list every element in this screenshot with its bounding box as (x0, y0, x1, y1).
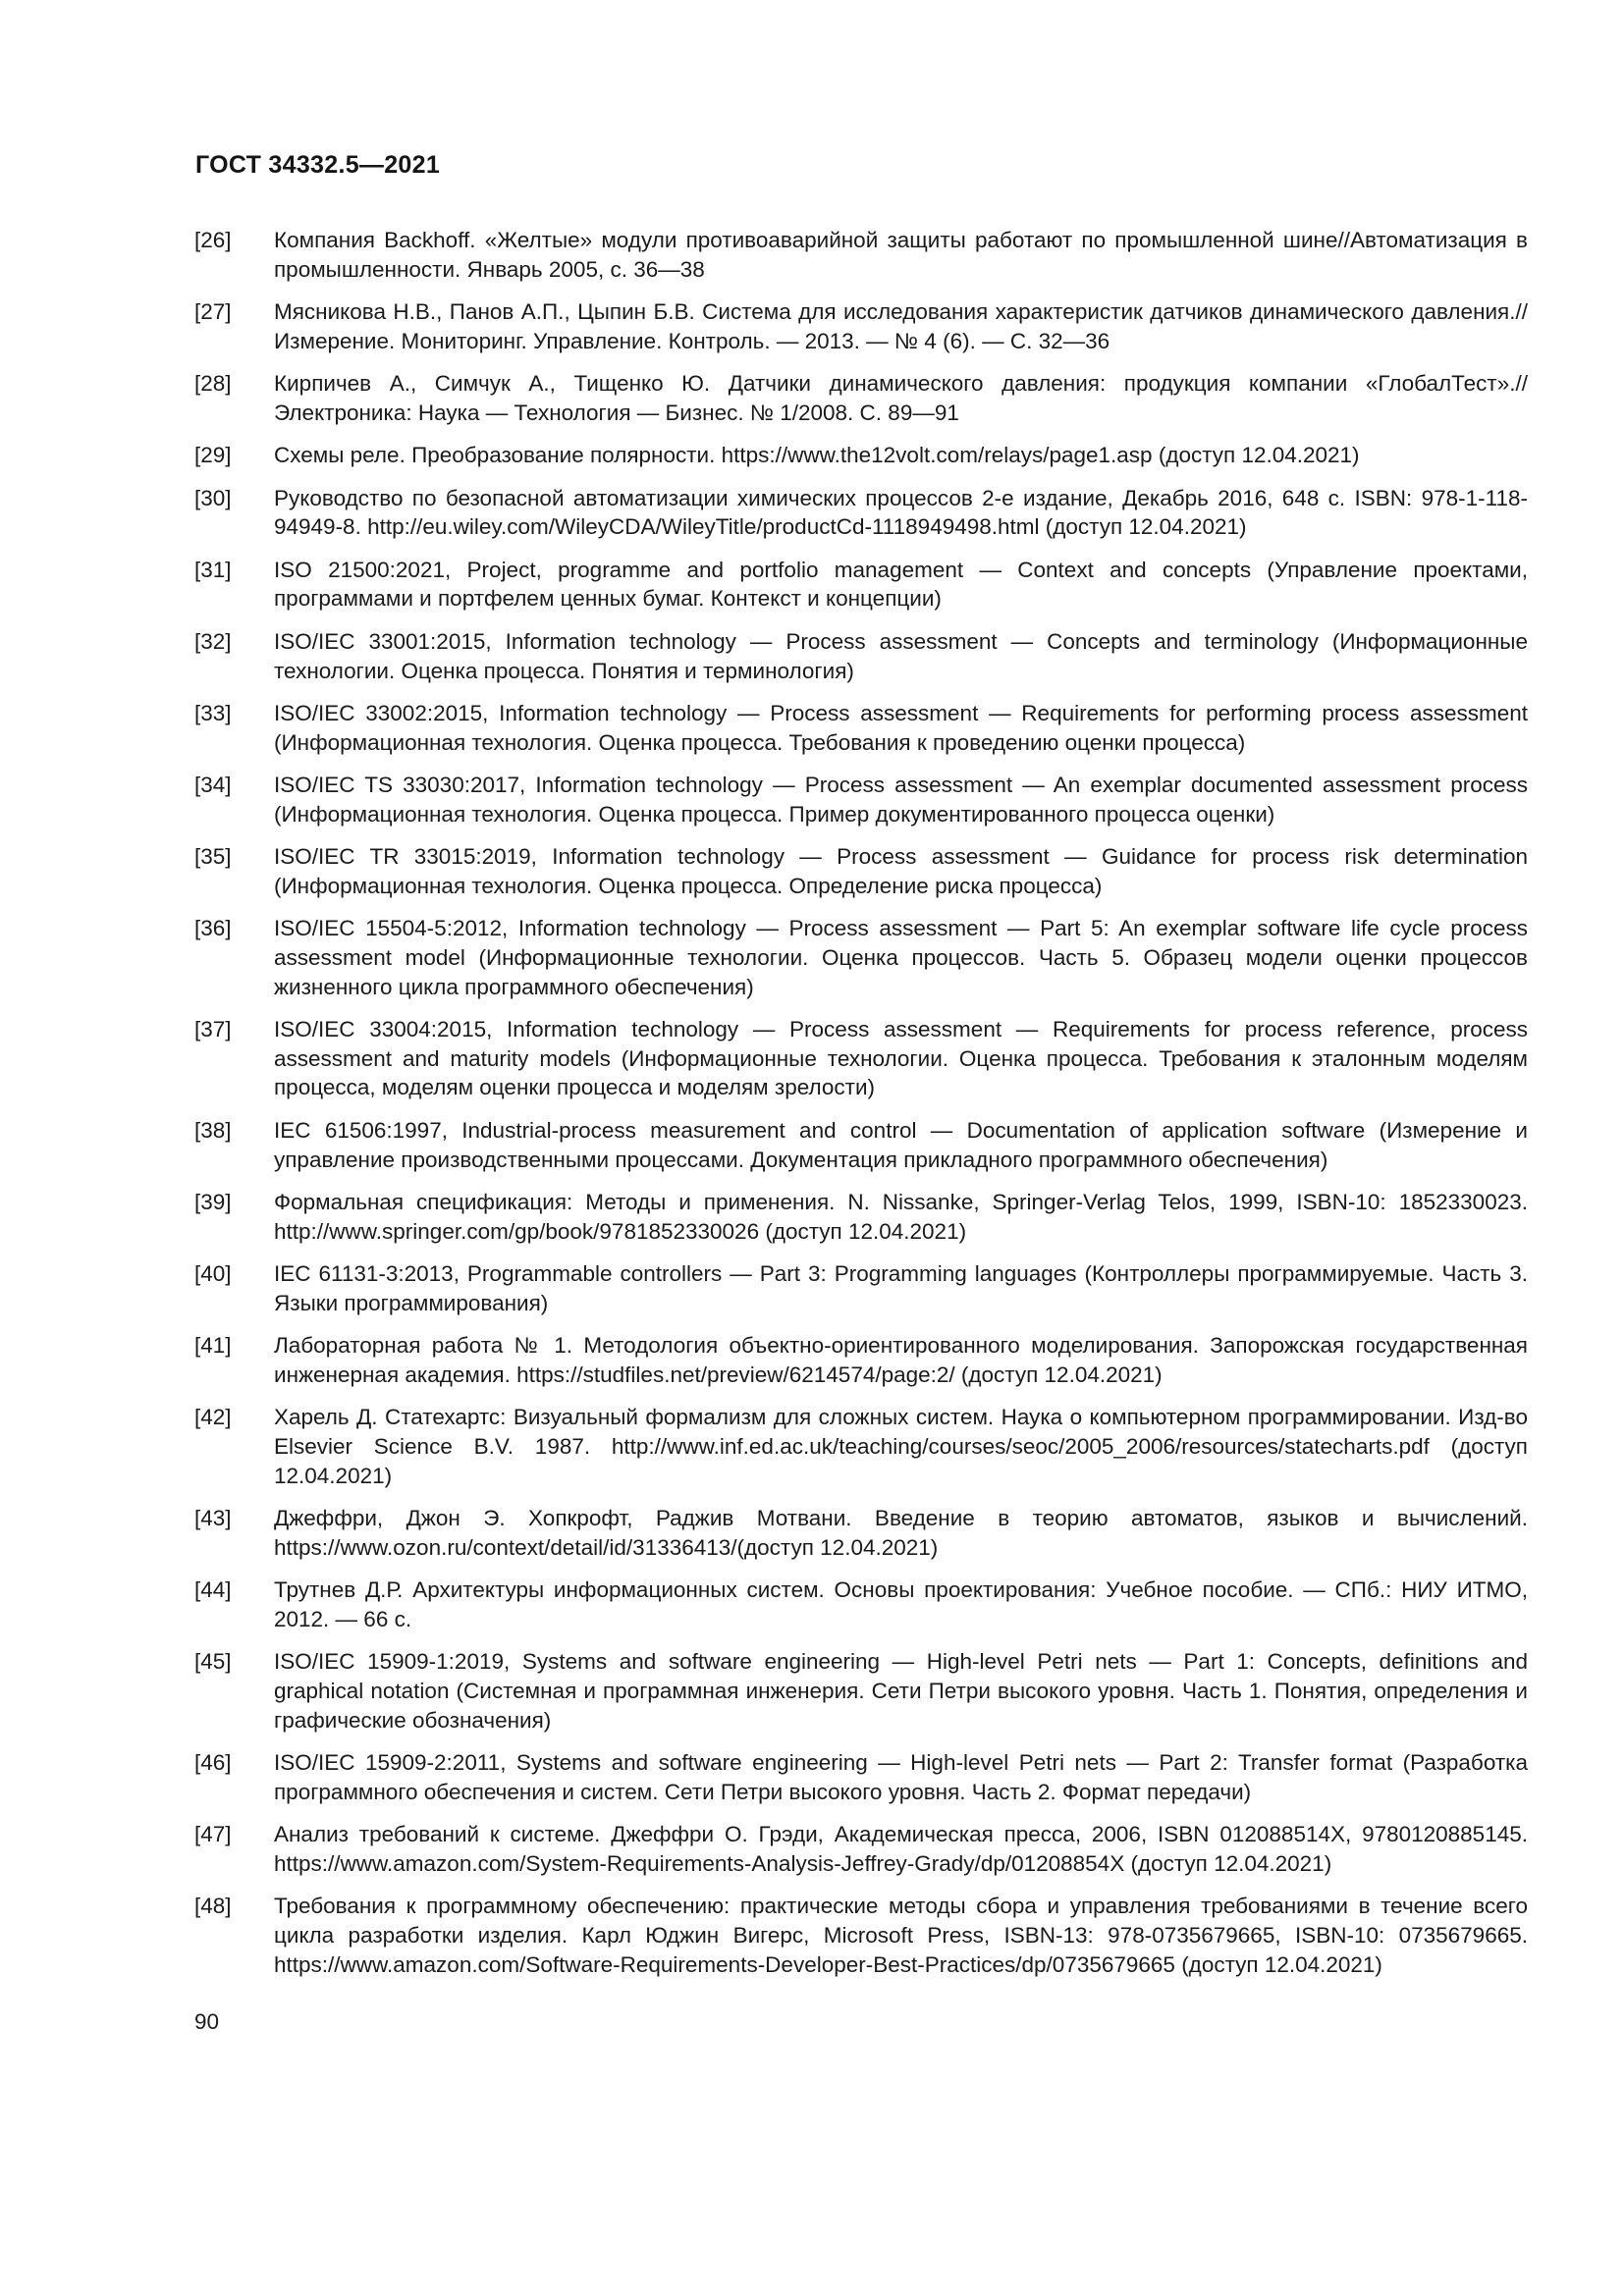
reference-number: [35] (194, 844, 232, 870)
reference-number: [26] (194, 228, 232, 252)
reference-number: [40] (194, 1261, 232, 1287)
reference-number: [27] (194, 299, 232, 325)
reference-number: [41] (194, 1333, 232, 1359)
reference-item (194, 842, 1528, 900)
reference-number: [47] (194, 1822, 232, 1847)
reference-text: Мясникова Н.В., Панов А.П., Цыпин Б.В. Система для исследования характеристик датчиков динамического давления.//Измерение. Мониторинг. Управление. Контроль. — 2013. — № 4 (6). — С. 32—36 (274, 299, 1528, 353)
reference-item (194, 1403, 1528, 1490)
reference-text: ISO/IEC 33001:2015, Information technology — Process assessment — Concepts and terminology (Информационные технологии. Оценка процесса. Понятия и терминология) (274, 628, 1528, 683)
reference-item (194, 556, 1528, 614)
reference-text: ISO/IEC 15909-2:2011, Systems and software engineering — High-level Petri nets — Part 2: Transfer format (Разработка программного обеспечения и систем. Сети Петри высокого уровня. Часть 2. Формат передачи) (274, 1749, 1528, 1804)
reference-list (194, 226, 1528, 1993)
reference-number: [43] (194, 1506, 232, 1530)
reference-item (194, 1015, 1528, 1102)
reference-text: Кирпичев А., Симчук А., Тищенко Ю. Датчики динамического давления: продукция компании «ГлобалТест».// Электроника: Наука — Технология — Бизнес. № 1/2008. С. 89—91 (274, 371, 1528, 425)
reference-item (194, 1647, 1528, 1735)
reference-item (194, 1504, 1528, 1562)
reference-number: [39] (194, 1189, 232, 1214)
reference-text: ISO/IEC 15504-5:2012, Information technology — Process assessment — Part 5: An exemplar software life cycle process assessment model (Информационные технологии. Оценка процессов. Часть 5. Образец модели оценки процессов жизненного цикла программного обеспечения) (274, 916, 1528, 999)
reference-number: [46] (194, 1749, 232, 1775)
reference-item (194, 1575, 1528, 1633)
reference-item (194, 369, 1528, 427)
reference-text: ISO/IEC 15909-1:2019, Systems and software engineering — High-level Petri nets — Part 1: Concepts, definitions and graphical notation (Системная и программная инженерия. Сети Петри высокого уровня. Часть 1. Понятия, определения и графические обозначения) (274, 1649, 1528, 1733)
reference-number: [42] (194, 1405, 232, 1430)
reference-item (194, 484, 1528, 542)
reference-text: IEC 61506:1997, Industrial-process measurement and control — Documentation of application software (Измерение и управление производственными процессами. Документация прикладного программного обеспечения) (274, 1117, 1528, 1172)
reference-text: Компания Backhoff. «Желтые» модули противоаварийной защиты работают по промышленной шине//Автоматизация в промышленности. Январь 2005, с. 36—38 (274, 228, 1528, 282)
reference-text: ISO/IEC 33004:2015, Information technology — Process assessment — Requirements for process reference, process assessment and maturity models (Информационные технологии. Оценка процесса. Требования к эталонным моделям процесса, моделям оценки процесса и моделям зрелости) (274, 1017, 1528, 1100)
reference-number: [29] (194, 443, 232, 468)
reference-item (194, 297, 1528, 355)
reference-item (194, 1188, 1528, 1246)
reference-text: Харель Д. Статехартс: Визуальный формализм для сложных систем. Наука о компьютерном программировании. Изд-во Elsevier Science B.V. 1987. http://www.inf.ed.ac.uk/teaching/courses/seoc/2005_2006/resources/statecharts.pdf (доступ 12.04.2021) (274, 1405, 1528, 1488)
reference-text: ISO/IEC TR 33015:2019, Information technology — Process assessment — Guidance for process risk determination (Информационная технология. Оценка процесса. Определение риска процесса) (274, 844, 1528, 898)
reference-number: [48] (194, 1894, 232, 1919)
reference-number: [45] (194, 1649, 232, 1675)
reference-item (194, 914, 1528, 1001)
reference-text: Анализ требований к системе. Джеффри О. Грэди, Академическая пресса, 2006, ISBN 012088514X, 9780120885145. https://www.amazon.com/System-Requirements-Analysis-Jeffrey-Grady/dp/01208854X (доступ 12.04.2021) (274, 1822, 1528, 1876)
reference-text: Трутнев Д.Р. Архитектуры информационных систем. Основы проектирования: Учебное пособие. — СПб.: НИУ ИТМО, 2012. — 66 с. (274, 1577, 1528, 1631)
reference-number: [38] (194, 1117, 232, 1143)
reference-text: Лабораторная работа № 1. Методология объектно-ориентированного моделирования. Запорожская государственная инженерная академия. https://studfiles.net/preview/6214574/page:2/ (доступ 12.04.2021) (274, 1333, 1528, 1387)
reference-text: ISO/IEC TS 33030:2017, Information technology — Process assessment — An exemplar documented assessment process (Информационная технология. Оценка процесса. Пример документированного процесса оценки) (274, 773, 1528, 827)
reference-number: [32] (194, 628, 232, 654)
reference-text: Требования к программному обеспечению: практические методы сбора и управления требованиями в течение всего цикла разработки изделия. Карл Юджин Вигерс, Microsoft Press, ISBN-13: 978-0735679665, ISBN-10: 0735679665. https://www.amazon.com/Software-Requirements-Developer-Best-Practices/dp/0735679665 (доступ 12.04.2021) (274, 1894, 1528, 1977)
reference-item (194, 1748, 1528, 1806)
reference-item (194, 627, 1528, 685)
reference-number: [37] (194, 1017, 232, 1042)
reference-number: [44] (194, 1577, 232, 1603)
reference-item (194, 226, 1528, 284)
reference-item (194, 1259, 1528, 1317)
reference-item (194, 1892, 1528, 1979)
reference-text: Формальная спецификация: Методы и применения. N. Nissanke, Springer-Verlag Telos, 1999, ISBN-10: 1852330023. http://www.springer.com/gp/book/9781852330026 (доступ 12.04.2021) (274, 1189, 1528, 1244)
reference-item (194, 699, 1528, 757)
reference-item (194, 1820, 1528, 1878)
reference-text: ISO 21500:2021, Project, programme and portfolio management — Context and concepts (Управление проектами, программами и портфелем ценных бумаг. Контекст и концепции) (274, 557, 1528, 612)
reference-number: [33] (194, 700, 232, 725)
reference-item (194, 771, 1528, 828)
reference-number: [30] (194, 485, 232, 510)
reference-item (194, 441, 1528, 470)
reference-text: IEC 61131-3:2013, Programmable controllers — Part 3: Programming languages (Контроллеры программируемые. Часть 3. Языки программирования) (274, 1261, 1528, 1315)
reference-text: Джеффри, Джон Э. Хопкрофт, Раджив Мотвани. Введение в теорию автоматов, языков и вычислений. https://www.ozon.ru/context/detail/id/31336413/(доступ 12.04.2021) (274, 1506, 1528, 1560)
page-number: 90 (194, 2009, 220, 2034)
reference-text: Руководство по безопасной автоматизации химических процессов 2-е издание, Декабрь 2016, 648 с. ISBN: 978-1-118-94949-8. http://eu.wiley.com/WileyCDA/WileyTitle/productCd-1118949498.html (доступ 12.04.2021) (274, 485, 1528, 540)
reference-text: Схемы реле. Преобразование полярности. https://www.the12volt.com/relays/page1.asp (доступ 12.04.2021) (274, 443, 1360, 468)
reference-item (194, 1331, 1528, 1389)
reference-number: [34] (194, 773, 232, 798)
reference-text: ISO/IEC 33002:2015, Information technology — Process assessment — Requirements for performing process assessment (Информационная технология. Оценка процесса. Требования к проведению оценки процесса) (274, 700, 1528, 755)
document-header: ГОСТ 34332.5—2021 (195, 151, 441, 179)
reference-number: [28] (194, 371, 232, 397)
reference-number: [31] (194, 557, 232, 582)
reference-number: [36] (194, 916, 232, 941)
reference-item (194, 1116, 1528, 1174)
